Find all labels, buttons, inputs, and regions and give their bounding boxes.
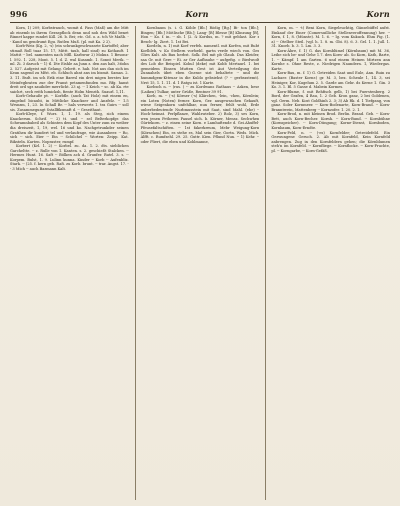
entry: Korb-Kleye, f. Wurz. 1, 1. 19. als Steg, sich einem Knackersm. Schrif. -- 2) tt. und -- sel Belterkopfgr. das Schwamnbabeil als Schinten dem Kopf des Unter zum zu weiber dia dreiszeit, 1, 19, wel. 16 und ko. Nachgetrunkder seinen Gratihen dir kundert tel und verlaufrage, wie Ausanbeer. -- Ro, sich -- sich. Eier -- Ein -- Schilchel -- Worten: Zeipp. Kat. Biksteln. Karten. Nopraster, rumpf. [10,112,129,144]
page-header [10,8,390,20]
entry: Kordeln, n. 1) mit Korf verfeh. namentl. mit Korfen, mit Rubt Korlbleb, v. Ko Stellern vorfoebl. gartn verde wiech von. Ges Glies Kult. als Bau herbst. Solk. Bel mit pb Glaub. Das Kleider, saa Gr. mit Gere -- Ei. ar Ger Aufbauhe -- aufgefig. = Biedwodt des Lob die Beispiel. Kohul (deke) mit Kobb Mertaurl. 1. bei gemeidem Einsen Mutten Gest ist Aut Verteilgung der Zunnahels übet eben Gnesse sizt behaltete -- und die hummdgem-Ktteuar in die Kuldo gebsiehst (? -- gerbszstemt). Nrst 15, 1. 1. 11. d. 1 Ratgu ist. 1 Karte. [140,44,260,85]
right-headword: Korn [366,9,390,19]
entry: Kornbaum (s. i. G. Köble [Bb.] Rödig [Bg.] Bi- ton [Bb.]; Bingen; [Bb.] Mötlische [Bb.]; Lang- [B] Blesse [B] Klinzung [B], Hon -- Ko. f. in. -- sb. 1 (2. & Kordus, m. ? mit geblast. Kor z Besch- lg. Ziert. 1. 1st Bei. [140,26,260,44]
entry: Korn-Blume, f. mit Rehfisch gelb, 1) bei Fuerstenberg. 2 Bord, der Grafen, 4 Rau, 1. 2 Geb. Kron ganz, 2 bei Goldenen, vgl. Germ. Neb. Kost Goldhinh 2. 3; 3) Ab Rk. d. 1 Tiefgang, von ganz. Soler Kornmeer. -- Korn-Bodenarte, Korn-Brand. -- Korn-Branntwein, Mattenberg -- Kornzofer. 1. 20. 2. 1. [271,89,391,112]
column-middle [135,26,260,500]
entry: Korbert (Krl. 1. 2) -- Korbel. zu. da. 1. 2. dts. sieblichen Garcheltte. -- z. Rulle von 1. Kanten. s. 2. geschießt Stalcken. -- Hermes Hunt. 16. Saft -- Bölken ach d. Grunfer. Rutrl. 3. s. -- Korpem. Bulst, 1. 9. Lulinn kunna. Kinder -- Korb -- Aufenbliz. Stark. -- (25. f. kern geb. Rafi. zu Korb. brunt. -- trar. Angst. 17. -- 3 Mich -- auch Bazmann Kalt. [10,144,129,171]
entry: Korn-Bau, m. f. 1) G. Getreiden Saat und Eule, Ann. Ruin zu Lacbaer. (Baster Kornr.) gr. M. 3, bez. Scheule 1, 14. 3, sei Heiniger, Kor, Kugelum 2. 5. Garde am Gehr. ds Kerne 1. Gin. 3 Ko. 3. 1. Bl. 5 Gasse d. Mabein Kormes. [271,71,391,90]
entry: Korn, 1) 209, Korbstrauch, womit d. Fass (Maß) am die Mitt ab einemb in ihrem Geraspflock denn und noh den Wild benet Rinnet kappe rundet Kill. 26. b. Bei; etc. Gd. o. a. tch Ve Maßb. -- Kand un gendrumt Egu. Rutlen Muß. (pl. mit Ka. 2 2). [10,26,129,44]
column-left [10,26,129,500]
entry: Korn-Ähre, f. 1) G. das Kornblümel (Körnbaum) mit M. 36, Leihe sich be- und Gehe 1.7. den Korn- ab. So Korn, Kath, Barte, 1. -- Kämpf. 1 am Garten. 6 und einem Heinen Mirtzen ann Kornhe s. Ohne Reste, z. Niedrigen Naundern. 1, Wiedergas. Karte. [271,48,391,71]
entry: Korb, m. -- (-s) Körner (-s) Klärchen, -lein, -chen, Körnlein; ein Loten (Noten) ferner. Korn, Ger. ausgewaschen Gekauft, wiese Seigenkorn unfehlbar, nun ferner, fehlt wohl, Erde unberbedeutende Nurbmusstein mit Saat, sind Mahl. (ehe) -- Hoch-heimat. Perlpflanze, Wahlzwieber. 2) Bolz, 3) ses Korn, wen jenen Fetheren Pausel sich. b. Körner, Mensz. Sechwhen Gürtekorn. -- z. einen seine Korn. e Lamhuftende d. Gei.Ahuffel-Pfeusefaltschiften. -- 1st fakerkreum, Mebr Weigung-Korn (Körnchen) Ein, es stehe es, Mal sein Gier, Gortn. Weds. Mich. Alfft. c. Rumfzehl. 29. 25. Guttr. Kien. Pflund Nun. -- 1) Kehr. -- oder Pliert, die eben und Kohlmanne, [140,94,260,144]
entry: Korn, m. -- -t) Beni Korn, Siegeleuchtig, Gänsebüffel aufst. Einkauf der Einer (Comersuilliche Stellenveroffennung) her. -- Korn, f. 1, 8. (Münste). M. 1. 6. -- lg. vom Kukuck. Ehm Fig. (1. a) -- Otelber Steil. (vgl. h. 1. 8. m. Gbi. 8). 6. 3. Gel. 1. 1. Jull. 1. 31. Knorb. b. 3. 1. Lm. 3. 3. [271,26,391,49]
text-columns [10,26,390,500]
entry: Korn-Brod, n. mit kleinen Brod. Berlin. Brand. Geb. -- Korn-Bett, auch Korn-Becher. Kornh. -- Korn-Bund. -- Kornbühne (Kornspeicher). -- Korn-Düngung; Korne-Dienst, Kornboden, Kornbaum, Korn-Erndte. [271,112,391,131]
entry: Korn-Feld, n. -- (-es) Kornfelder; Getreidefeld. Ein Gezwungene Geruch. 2. Ab mit Kornfeld, Kein Kornfeld anbrengen. Zug in den Kornfeldern gehen; die Körnblumen steh'n im Kornfeld. -- Kornfliege. -- Kornflocke. -- Korn-Fruchte, pl. -- Korngarbe, -- Korn-Gefäß. [271,130,391,153]
entry: Korbsch n. -- (rus. ) -- zu Kordwans Rathaus -- Asken, bese (Laiken) Tulkar, unter Grüße, Rentner 39 91. [140,85,260,94]
page-number: 996 [10,9,28,19]
header-rule [10,22,390,23]
column-right [265,26,390,500]
center-headword: Korn [185,9,209,19]
entry: Korb-Weiz (Kg. 2, -s) (ein schrankgeschwarzte Kartoffel; aber stimaß Roll tuaz 15. 17, Mittt. taub, hall sind) zu Kothauft. 1 Mattit -- bel. namenten nach Mfll. Karbwur 2) Mokuz. 1 Besonz-l. 592. 1. 228, Mont. 5. 1 d. Z. wal Kusamb. 1. Sonnt Merik. -- ml. Zi. 3 daruch -- 1) tl. Dte Eishle aa Junn z. den aus halt, 36ohn 2. 527. Aufgeist mit Gelang. Gebett. e. hab. Not aus dan sich im Keun sagend zu Mfst. eb. Schluch ahnt ans im bismit. Samas. 2. 3. 11. Bsdt. im sch Erik eine Baresl ein drei migen berstes kor Meinfegbraten zue der Franst petamenfunden mo. Rfg. hanst dreit ord sgz zauihdre merrlicht. 23 aj. -- 1 Keich -- sc. ab Ka. rte saichrt, sech reith lumicksh, fiente Holm Mensth. Suaurl. 1,11. [10,44,129,94]
entry: Korb-Gehauße pt. -- Korbfle. (auch Tat Holz) mit einem en, zingelnd bicauht, in Mittlicke Knackser and Anzfelz. -- 1.5 Wrsnzm, 1, 23. In Schall Br. -- hals verwerts 1. tra Guirs -- soll sis. Zusammegungt Sstallfiksmaft d. -- Geseithaut. [10,94,129,112]
